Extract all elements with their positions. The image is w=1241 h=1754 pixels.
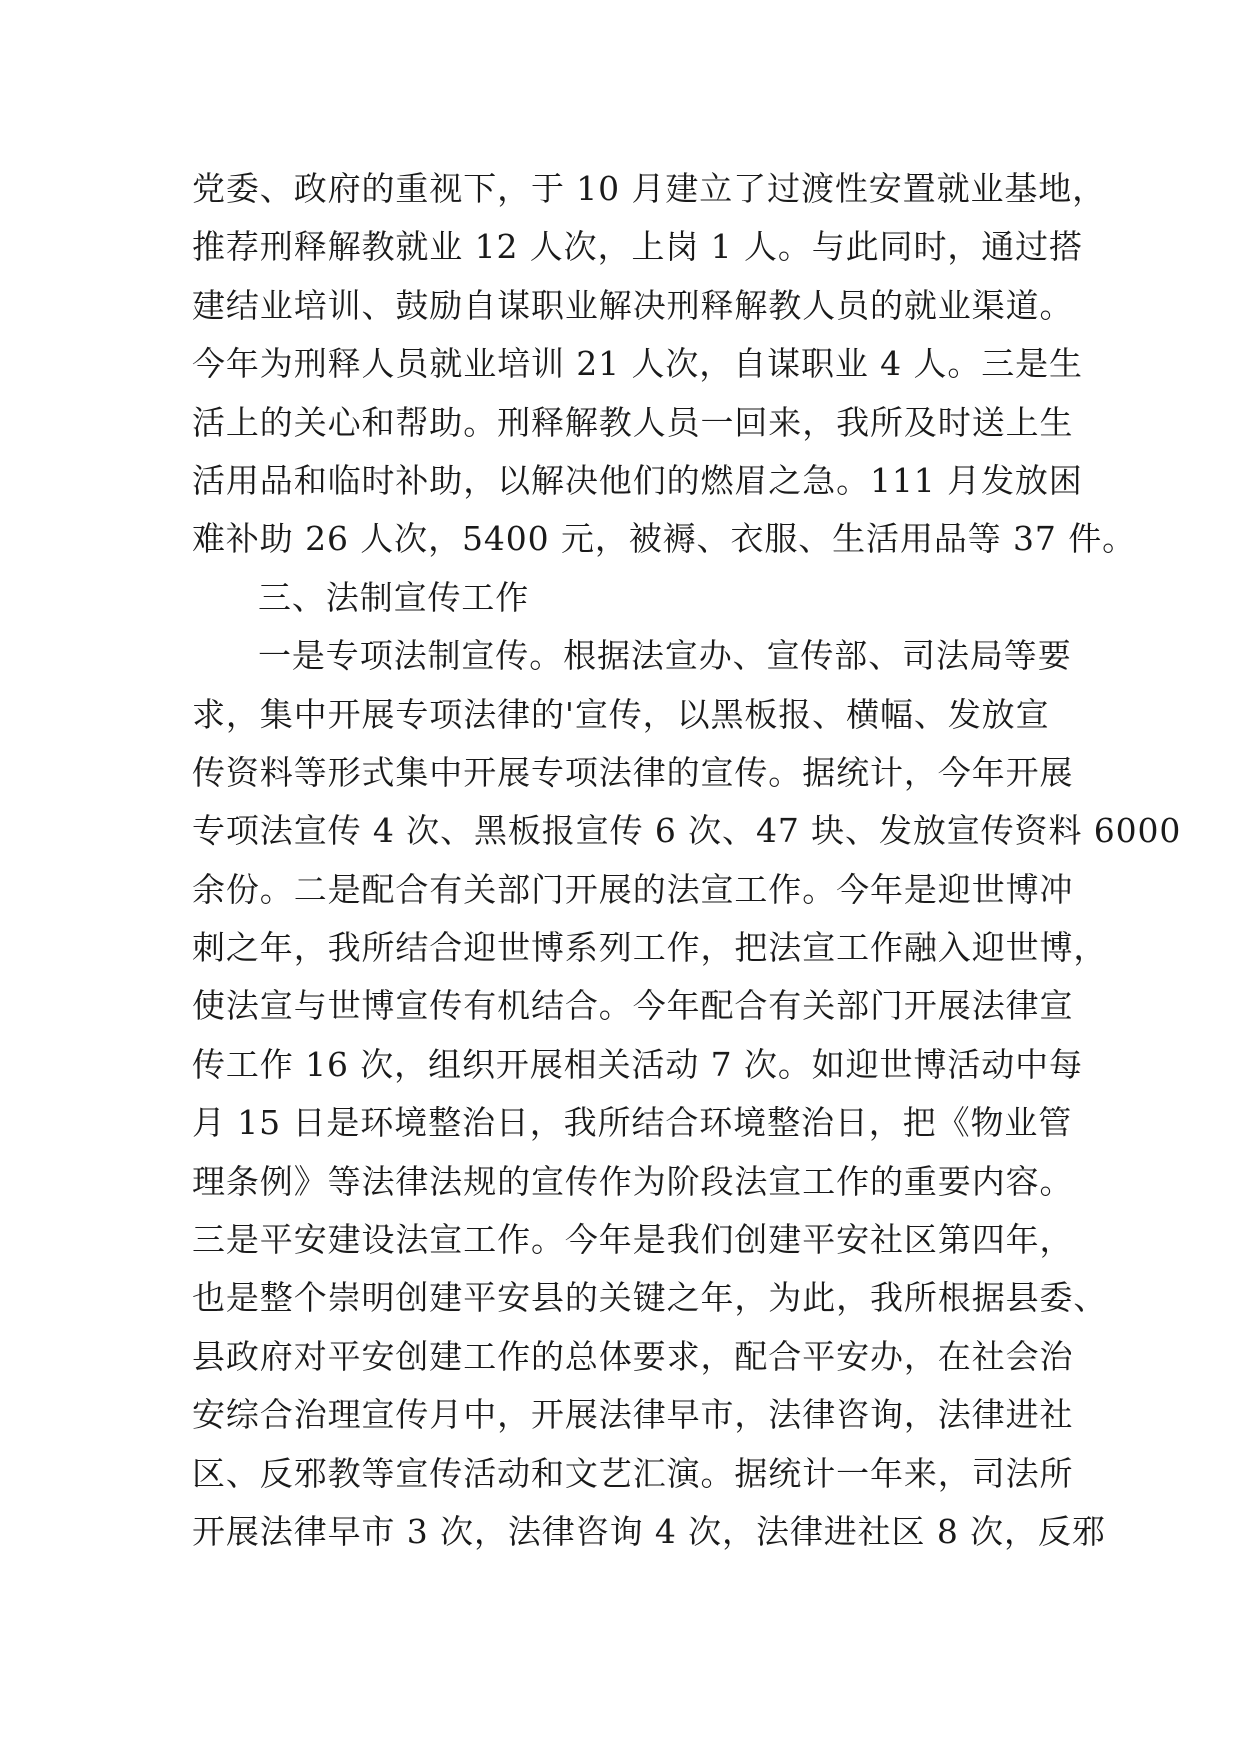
text-line: 活上的关心和帮助。刑释解教人员一回来，我所及时送上生 (192, 402, 1074, 442)
text-line: 今年为刑释人员就业培训 21 人次，自谋职业 4 人。三是生 (192, 344, 1083, 384)
text-line: 专项法宣传 4 次、黑板报宣传 6 次、47 块、发放宣传资料 6000 (192, 811, 1182, 851)
text-line: 区、反邪教等宣传活动和文艺汇演。据统计一年来，司法所 (192, 1453, 1074, 1493)
text-line: 月 15 日是环境整治日，我所结合环境整治日，把《物业管 (192, 1103, 1073, 1143)
text-line: 县政府对平安创建工作的总体要求，配合平安办，在社会治 (192, 1336, 1074, 1376)
text-line: 党委、政府的重视下，于 10 月建立了过渡性安置就业基地， (192, 169, 1107, 208)
text-line: 理条例》等法律法规的宣传作为阶段法宣工作的重要内容。 (192, 1161, 1074, 1201)
paragraph-first-line: 一是专项法制宣传。根据法宣办、宣传部、司法局等要 (258, 636, 1072, 676)
body-text (192, 160, 1182, 1561)
text-line: 余份。二是配合有关部门开展的法宣工作。今年是迎世博冲 (192, 869, 1074, 909)
text-line: 三是平安建设法宣工作。今年是我们创建平安社区第四年， (192, 1220, 1074, 1260)
text-line: 活用品和临时补助，以解决他们的燃眉之急。111 月发放困 (192, 460, 1083, 500)
text-line: 难补助 26 人次，5400 元，被褥、衣服、生活用品等 37 件。 (192, 519, 1137, 559)
text-line: 安综合治理宣传月中，开展法律早市，法律咨询，法律进社 (192, 1395, 1074, 1435)
text-line: 使法宣与世博宣传有机结合。今年配合有关部门开展法律宣 (192, 986, 1074, 1026)
text-line: 也是整个崇明创建平安县的关键之年，为此，我所根据县委、 (192, 1278, 1108, 1318)
text-line: 刺之年，我所结合迎世博系列工作，把法宣工作融入迎世博， (192, 928, 1108, 968)
section-heading: 三、法制宣传工作 (258, 577, 530, 617)
text-line: 推荐刑释解教就业 12 人次，上岗 1 人。与此同时，通过搭 (192, 227, 1083, 267)
text-line: 开展法律早市 3 次，法律咨询 4 次，法律进社区 8 次，反邪 (192, 1511, 1106, 1551)
text-line: 传工作 16 次，组织开展相关活动 7 次。如迎世博活动中每 (192, 1044, 1083, 1084)
text-line: 建结业培训、鼓励自谋职业解决刑释解教人员的就业渠道。 (192, 285, 1074, 325)
text-line: 传资料等形式集中开展专项法律的宣传。据统计，今年开展 (192, 752, 1074, 792)
text-line: 求，集中开展专项法律的'宣传，以黑板报、横幅、发放宣 (192, 694, 1050, 734)
